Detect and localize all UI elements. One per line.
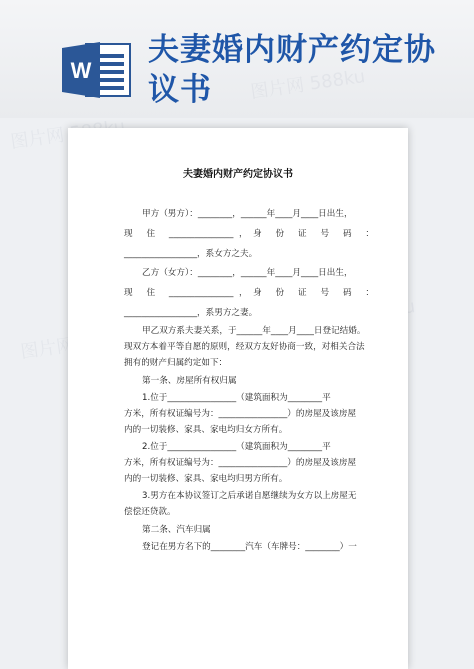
party-b-address-line: 现 住 _______________，身 份 证 号 码 ： bbox=[124, 288, 374, 298]
party-b-line: 乙方（女方）：________，______年____月____日出生， bbox=[142, 268, 353, 278]
party-a-line: 甲方（男方）：________，______年____月____日出生， bbox=[142, 209, 353, 219]
loan-line-1: 3.男方在本协议签订之后承诺自愿继续为女方以上房屋无 bbox=[142, 491, 357, 501]
document-page bbox=[68, 128, 408, 669]
party-b-spouse-line: _________________，系男方之妻。 bbox=[124, 308, 258, 318]
house-2-line-1: 2.位于________________（建筑面积为________平 bbox=[142, 442, 331, 452]
loan-line-2: 偿偿还贷款。 bbox=[124, 507, 176, 517]
house-1-line-2: 方米，所有权证编号为：________________）的房屋及该房屋 bbox=[124, 409, 357, 419]
party-a-address-line: 现 住 _______________，身 份 证 号 码 ： bbox=[124, 229, 374, 239]
car-line-1: 登记在男方名下的________汽车（车牌号：________）一 bbox=[142, 542, 357, 552]
principle-line: 现双方本着平等自愿的原则，经双方友好协商一致，对相关合法 bbox=[124, 342, 365, 352]
article-1-heading: 第一条、房屋所有权归属 bbox=[142, 376, 237, 386]
house-1-line-1: 1.位于________________（建筑面积为________平 bbox=[142, 393, 331, 403]
party-a-spouse-line: _________________，系女方之夫。 bbox=[124, 249, 258, 259]
document-title: 夫妻婚内财产约定协议书 bbox=[183, 169, 293, 180]
article-2-heading: 第二条、汽车归属 bbox=[142, 525, 211, 535]
house-1-line-3: 内的一切装修、家具、家电均归女方所有。 bbox=[124, 425, 288, 435]
word-icon-letter: W bbox=[70, 58, 92, 83]
house-2-line-2: 方米，所有权证编号为：________________）的房屋及该房屋 bbox=[124, 458, 357, 468]
agreement-intro-line: 拥有的财产归属约定如下： bbox=[124, 358, 228, 368]
house-2-line-3: 内的一切装修、家具、家电均归男方所有。 bbox=[124, 474, 288, 484]
word-document-icon bbox=[60, 40, 134, 100]
banner-title: 夫妻婚内财产约定协议书 bbox=[148, 32, 436, 108]
header-banner bbox=[0, 0, 474, 118]
marriage-line: 甲乙双方系夫妻关系，于______年____月____日登记结婚。 bbox=[142, 326, 366, 336]
